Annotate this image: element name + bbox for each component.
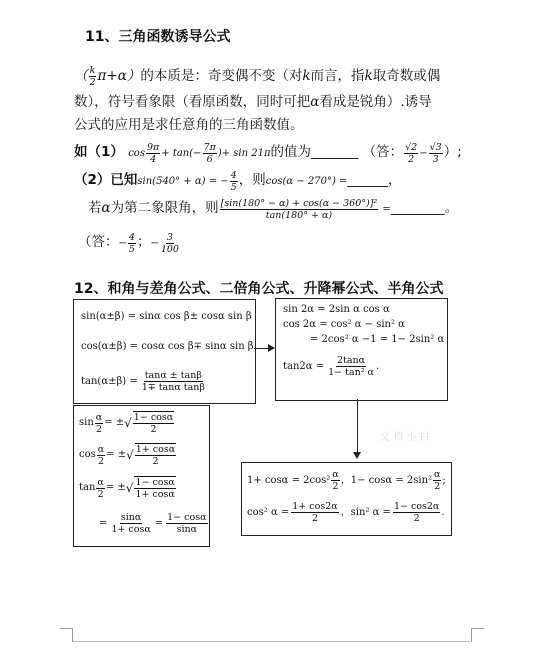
- example-1-label: 如（1）: [74, 144, 124, 160]
- tan-double-lhs: tan2α =: [283, 360, 325, 372]
- power-raise-angle-num-2: α: [434, 469, 441, 480]
- cos-double-formula-alt: = 2cos² α −1 = 1− 2sin² α: [310, 334, 445, 345]
- example-1-formula: cos $\frac{9\pi}{4}$ + tan(− $\frac{7\pi}{6}$ )+ sin 21π: [128, 142, 271, 165]
- symbol-k2: k: [364, 68, 373, 84]
- text-p1b: 而言，指: [310, 68, 365, 84]
- cos-half-angle-num: α: [97, 443, 105, 455]
- answer-2-sep: ；: [136, 234, 151, 250]
- cos-half-pm: = ±: [106, 449, 127, 460]
- half-angle-formula-box: [73, 405, 210, 547]
- cos-sum-formula: cos(α±β) = cosα cos β∓ sinα sin β: [81, 341, 254, 352]
- tan-half-pm: = ±: [105, 482, 126, 493]
- margin-mark-left-v: [72, 628, 73, 642]
- symbol-alpha: α: [310, 94, 320, 110]
- section-11-title: 11、三角函数诱导公式: [85, 29, 231, 45]
- tan-double-denominator: 1− tan² α: [328, 367, 374, 378]
- margin-mark-right-h: [472, 628, 484, 629]
- example-2-line-2: [88, 196, 458, 222]
- power-reduction-formula-box: [241, 462, 452, 536]
- example-1-tail: 的值为: [270, 144, 312, 160]
- sin-half-angle-num: α: [95, 411, 103, 423]
- sin-half-denominator: 2: [150, 424, 157, 435]
- tan-half-formula: tan $\frac{\alpha}{2}$ = ± √ $\frac{1- \cos\alpha}{1+ \cos\alpha}$: [79, 476, 175, 500]
- answer-2-value-1: − $\frac{4}{5}$: [118, 232, 135, 255]
- tan-half-alt-formula: = $\frac{\sin\alpha}{1+ \cos\alpha}$ = $\frac{1- \cos\alpha}{\sin\alpha}$: [99, 512, 207, 535]
- answer-1-label: （答：: [362, 144, 404, 160]
- cos-half-denominator: 2: [152, 456, 159, 467]
- power-reduce-cos-numerator: 1+ cos2α: [292, 501, 338, 512]
- example-1: [74, 140, 462, 166]
- sin-half-formula: sin $\frac{\alpha}{2}$ = ± √ $\frac{1- \cos\alpha}{2}$: [79, 411, 174, 435]
- sin-half-pm: = ±: [104, 417, 125, 428]
- arrow-b-to-d-head: [353, 452, 361, 459]
- power-raise-a: 1+ cosα = 2cos²: [247, 474, 331, 486]
- answer-1-end: ）;: [443, 144, 462, 160]
- tan-double-formula: tan2α = $\frac{2\tan\alpha}{\text{1− tan² α}}$ .: [283, 355, 380, 378]
- double-angle-formula-box: [275, 298, 448, 401]
- example-1-blank: _______: [311, 144, 359, 160]
- power-raise-end: ;: [442, 474, 446, 486]
- example-2-formula: sin(540° + α) = − $\frac{4}{5}$: [137, 170, 237, 193]
- power-raise-angle-den-1: 2: [332, 481, 339, 492]
- section-12-title: 12、和角与差角公式、二倍角公式、升降幂公式、半角公式: [74, 281, 444, 297]
- paragraph-line-1: [74, 64, 440, 88]
- tan-half-denominator: 1+ cosα: [135, 489, 175, 500]
- power-raise-b: ，1− cosα = 2sin²: [340, 474, 433, 486]
- paragraph-line-2: [74, 90, 432, 114]
- formula-k-pi: （ $\frac{k}{2}$ π+α）: [74, 65, 141, 88]
- answer-1-formula: $\frac{√2}{2}$ − $\frac{√3}{3}$: [405, 142, 442, 165]
- cos-half-numerator: 1+ cosα: [135, 444, 176, 455]
- example-2-blank: ______，: [347, 172, 402, 188]
- power-reduce-sin-numerator: 1− cos2α: [393, 501, 440, 512]
- tan-sum-numerator: tanα ± tanβ: [144, 370, 202, 381]
- tan-half-alt2-numerator: 1− cosα: [167, 512, 207, 523]
- tan-half-alt2-denominator: sinα: [176, 524, 198, 535]
- example-2: [74, 168, 401, 194]
- sin-half-numerator: 1− cosα: [133, 412, 174, 423]
- example-2-line2-a: 若: [88, 200, 102, 216]
- text-p1c: 取奇数或偶: [372, 68, 441, 84]
- symbol-k: k: [302, 68, 311, 84]
- text-p2: 数），符号看象限（看原函数，同时可把: [74, 94, 311, 110]
- tan-sum-lhs: tan(α±β) =: [81, 375, 138, 387]
- example-2-mid: ，则: [238, 172, 266, 188]
- tan-half-angle-den: 2: [97, 488, 104, 500]
- example-2-line2-blank: ________。: [390, 200, 459, 216]
- sin-half-lhs: sin: [79, 417, 94, 428]
- paragraph-line-3: 公式的应用是求任意角的三角函数值。: [74, 117, 304, 133]
- power-raise-angle-num-1: α: [332, 469, 339, 480]
- example-2-line2-formula: $\frac{\text{[sin(180° − α) + cos(α − 360°)]²}}{\tan(180^\circ + \alpha)}$ =: [220, 198, 391, 221]
- sum-difference-formula-box: [73, 299, 256, 404]
- tan-sum-denominator: 1∓ tanα tanβ: [141, 382, 205, 393]
- power-reduce-formula: cos² α = $\frac{1+ \cos 2\alpha}{2}$ ，sin² α = $\frac{1- \cos 2\alpha}{2}$ .: [247, 501, 445, 524]
- tan-double-numerator: 2tanα: [337, 355, 366, 366]
- example-2-label: （2）已知: [74, 172, 138, 188]
- answer-2: [78, 230, 181, 256]
- example-2-formula-b: cos(α − 270°) =: [265, 176, 348, 187]
- margin-mark-left-h: [60, 628, 72, 629]
- sin-half-angle-den: 2: [95, 423, 103, 435]
- arrow-a-to-b-head: [268, 344, 275, 352]
- arrow-b-to-d: [357, 399, 358, 453]
- text-p2b: 看成是锐角）.诱导: [319, 94, 432, 110]
- example-2-line2-b: 为第二象限角，则: [110, 200, 219, 216]
- power-reduce-sin-denominator: 2: [413, 513, 420, 524]
- cos-half-formula: cos $\frac{\alpha}{2}$ = ± √ $\frac{1+ \cos\alpha}{2}$: [79, 443, 176, 467]
- margin-mark-right-v: [471, 628, 472, 642]
- sin-double-formula: sin 2α = 2sin α cos α: [283, 304, 390, 315]
- text-p1a: 的本质是：奇变偶不变（对: [140, 68, 303, 84]
- power-raise-formula: [247, 469, 446, 492]
- tan-half-numerator: 1− cosα: [135, 477, 175, 488]
- power-reduce-cos-denominator: 2: [311, 513, 318, 524]
- answer-2-label: （答：: [78, 234, 119, 250]
- cos-double-formula: cos 2α = cos² α − sin² α: [283, 319, 405, 330]
- power-reduce-cos-lhs: cos² α =: [247, 506, 290, 518]
- tan-half-angle-num: α: [97, 476, 104, 488]
- tan-half-lhs: tan: [79, 482, 96, 493]
- power-reduce-sin-lhs: ，sin² α =: [340, 506, 391, 518]
- cos-half-lhs: cos: [79, 449, 96, 460]
- cos-half-angle-den: 2: [97, 455, 104, 467]
- answer-2-value-2: − $\frac{3}{100}$: [150, 232, 179, 255]
- watermark: 文 档 小 白: [380, 432, 430, 443]
- tan-half-alt1-numerator: sinα: [120, 512, 142, 523]
- tan-sum-formula: [81, 370, 207, 393]
- page-bottom-line: [73, 641, 470, 642]
- tan-half-alt1-denominator: 1+ cosα: [111, 524, 151, 535]
- symbol-alpha-2: α: [101, 200, 111, 216]
- power-raise-angle-den-2: 2: [434, 481, 441, 492]
- sin-sum-formula: sin(α±β) = sinα cos β± cosα sin β: [81, 311, 252, 322]
